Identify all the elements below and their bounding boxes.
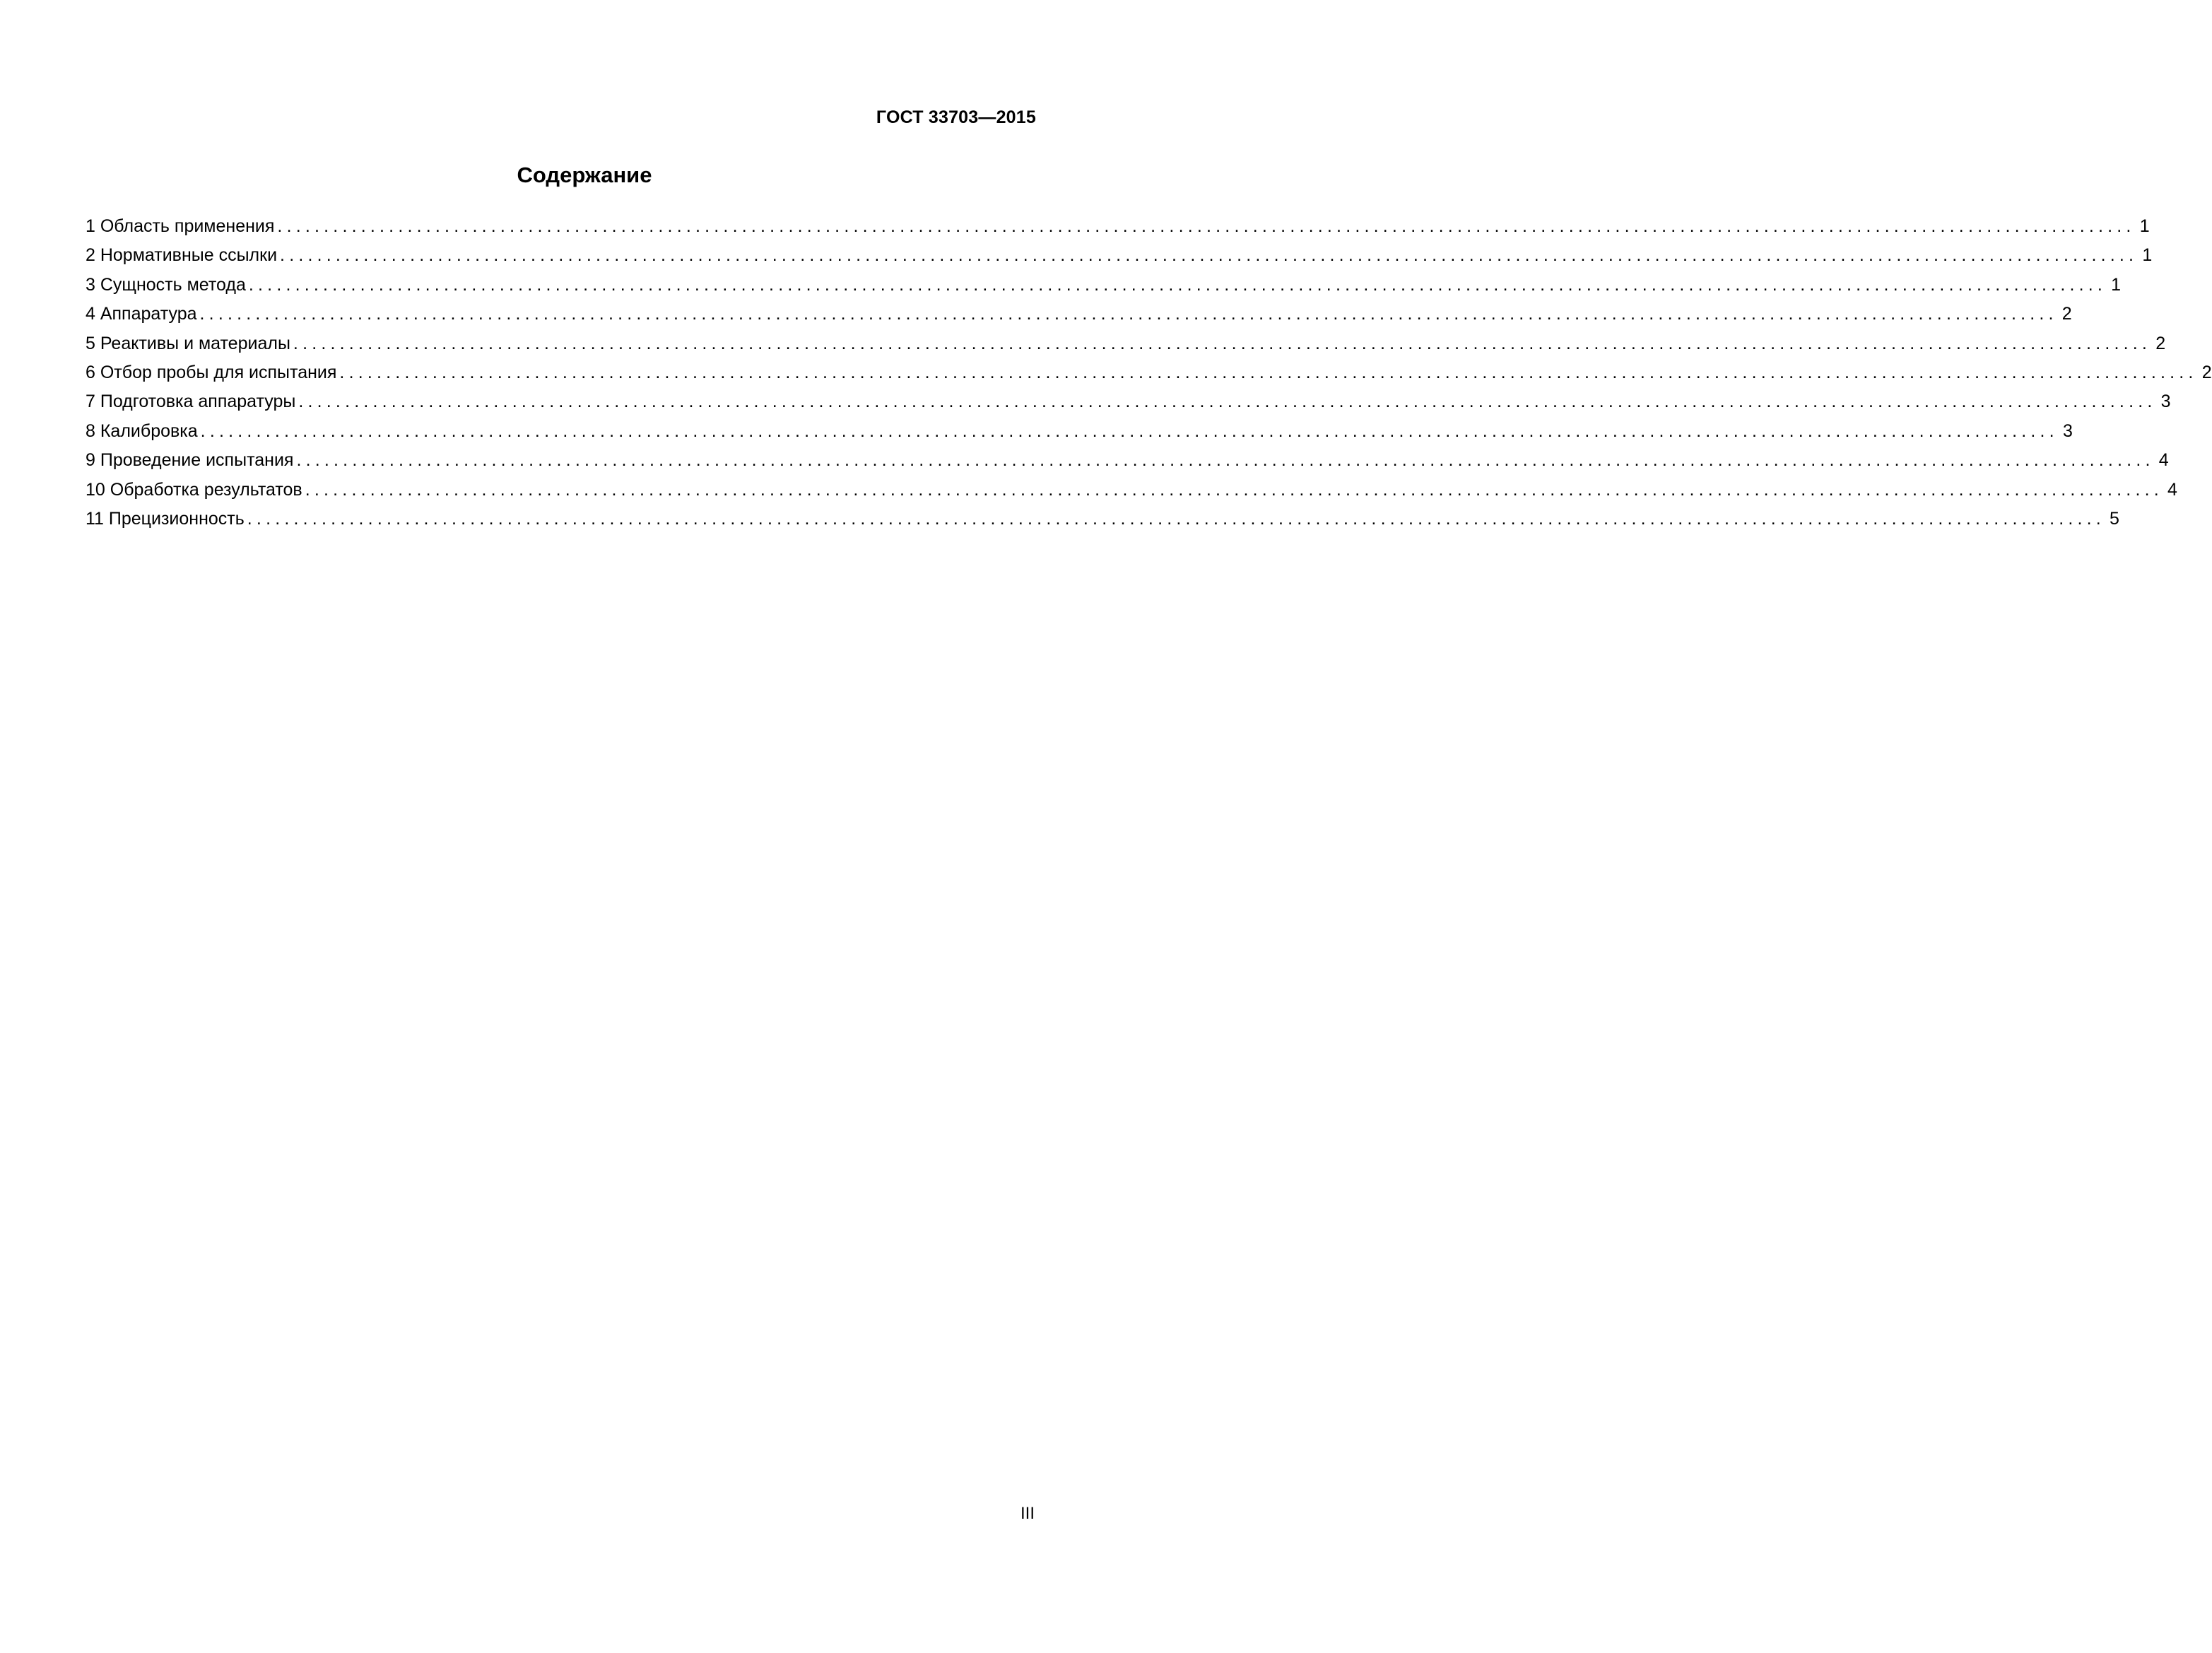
toc-entry-label: 8 Калибровка [86,420,198,441]
toc-entry-label: 6 Отбор пробы для испытания [86,362,337,382]
toc-entry-page: 3 [2062,420,2073,441]
toc-entry-page: 5 [2110,508,2119,529]
toc-entry[interactable] [86,358,2212,387]
toc-entry-label: 1 Область применения [86,216,275,236]
toc-entry-page: 2 [2155,333,2166,353]
toc-entry[interactable] [86,446,2169,475]
toc-dot-leader: ........................................................................................................................................................................................................ [293,333,2152,353]
toc-entry-page: 1 [2142,245,2153,266]
toc-dot-leader: ........................................................................................................................................................................................................ [277,216,2136,236]
toc-entry-label: 7 Подготовка аппаратуры [86,392,296,412]
toc-dot-leader: ........................................................................................................................................................................................................ [247,508,2105,529]
toc-entry[interactable] [86,212,2150,241]
toc-dot-leader: ........................................................................................................................................................................................................ [280,245,2139,266]
toc-dot-leader: ........................................................................................................................................................................................................ [339,362,2198,382]
page-number: III [1020,1504,1035,1523]
toc-entry[interactable] [86,417,2073,446]
toc-dot-leader: ........................................................................................................................................................................................................ [199,304,2058,324]
toc-entry-page: 1 [2139,216,2150,236]
toc-dot-leader: ........................................................................................................................................................................................................ [296,450,2155,471]
toc-entry[interactable] [86,476,2177,505]
toc-entry-label: 4 Аппаратура [86,304,197,324]
toc-dot-leader: ........................................................................................................................................................................................................ [305,479,2163,500]
toc-entry-label: 10 Обработка результатов [86,479,302,500]
toc-entry-page: 4 [2158,450,2169,471]
toc-entry-label: 9 Проведение испытания [86,450,294,471]
toc-entry[interactable] [86,329,2166,358]
toc-entry-label: 2 Нормативные ссылки [86,245,278,266]
toc-entry[interactable] [86,271,2122,300]
toc-title: Содержание [517,163,652,187]
toc-dot-leader: ........................................................................................................................................................................................................ [248,274,2107,295]
toc-entry[interactable] [86,241,2153,270]
toc-entry-page: 2 [2061,304,2072,324]
toc-entry[interactable] [86,300,2072,329]
toc-entry[interactable] [86,387,2171,416]
toc-entry-label: 5 Реактивы и материалы [86,333,290,353]
document-code: ГОСТ 33703—2015 [876,107,1036,127]
toc-entry-page: 4 [2167,479,2177,500]
toc-entry-label: 3 Сущность метода [86,274,246,295]
toc-entry[interactable] [86,505,2119,534]
toc-entry-page: 3 [2160,392,2171,412]
toc-entry-page: 2 [2201,362,2212,382]
toc-entry-label: 11 Прецизионность [86,508,245,529]
toc-dot-leader: ........................................................................................................................................................................................................ [298,392,2157,412]
table-of-contents [86,212,2212,534]
toc-dot-leader: ........................................................................................................................................................................................................ [200,420,2059,441]
toc-entry-page: 1 [2111,274,2122,295]
